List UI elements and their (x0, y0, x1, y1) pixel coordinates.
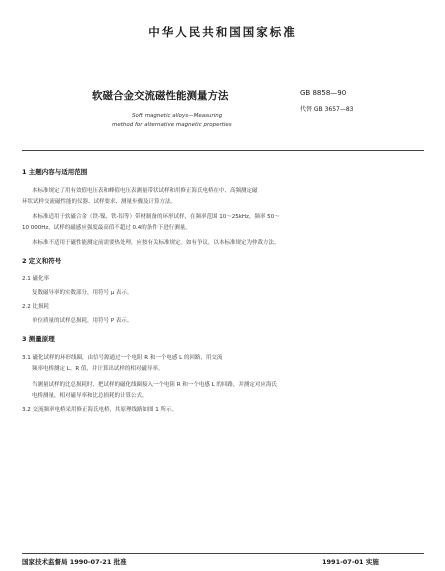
clause-3-2-text: 3.2 交流频率电桥采用修正海氏电桥，其原理线路如图 1 所示。 (22, 407, 177, 413)
section-1-paragraph: 本标准适用于软磁合金（铁-镍、铁-铝等）带材制备的环形试样，在频率范围 10～25kHz，频率 50～ (32, 214, 280, 220)
clause-2-1-text: 复数磁导率的实数部分，用符号 μ 表示。 (32, 290, 133, 296)
section-1-paragraph: 本标准规定了用有效值电压表和峰值电压表测量带状试样和用修正海氏电桥在中、高频测定磁 (32, 188, 258, 194)
standard-number: GB 8858—90 (300, 89, 347, 97)
english-title-line1: Soft magnetic alloys—Measuring (132, 113, 223, 119)
clause-3-1-text: 频率电桥测定 L、R 值，并计算出试样的相对磁导率。 (32, 366, 164, 372)
implementation-date: 1991-07-01 实施 (322, 558, 379, 566)
section-2-heading: 2 定义和符号 (22, 257, 62, 265)
section-1-paragraph: 本标准不适用于磁性能测定前需要热处理，应按有关标准规定。如有争议，以本标准规定为仲裁方法。 (32, 240, 280, 246)
section-1-heading: 1 主题内容与适用范围 (22, 168, 88, 176)
clause-3-1-text: 电桥测量，相对磁导率和比总损耗的计算公式。 (32, 393, 148, 399)
header-divider (22, 150, 424, 151)
clause-2-2-text: 单位质量的试样总损耗，用符号 P 表示。 (32, 318, 133, 324)
clause-3-1-text: 3.1 磁化试样的环形线圈，由信号源通过一个电阻 R 和一个电感 L 的回路，用交流 (22, 355, 223, 361)
standard-header: 中华人民共和国国家标准 (148, 25, 297, 39)
section-3-heading: 3 测量原理 (22, 335, 55, 343)
section-1-paragraph: 10 000Hz，试样的磁感应强度最高值不超过 0.4的条件下进行测量。 (22, 225, 191, 231)
section-1-paragraph: 环状试样交流磁性能的仪器、试样要求、测量步骤及计算方法。 (22, 199, 177, 205)
document-title: 软磁合金交流磁性能测量方法 (92, 90, 229, 102)
clause-2-2-title: 2.2 比损耗 (22, 304, 49, 310)
footer-divider (22, 553, 424, 554)
clause-2-1-title: 2.1 磁化率 (22, 276, 49, 282)
clause-3-1-text: 当测量试样的比总损耗时，把试样的磁化线圈接入一个电阻 R 和一个电感 L 的回路，并测定对应海氏 (32, 382, 277, 388)
replaces-note: 代替 GB 3657—83 (300, 106, 354, 113)
english-title-line2: method for alternative magnetic properties (112, 122, 232, 128)
approval-date: 国家技术监督局 1990-07-21 批准 (22, 558, 127, 566)
